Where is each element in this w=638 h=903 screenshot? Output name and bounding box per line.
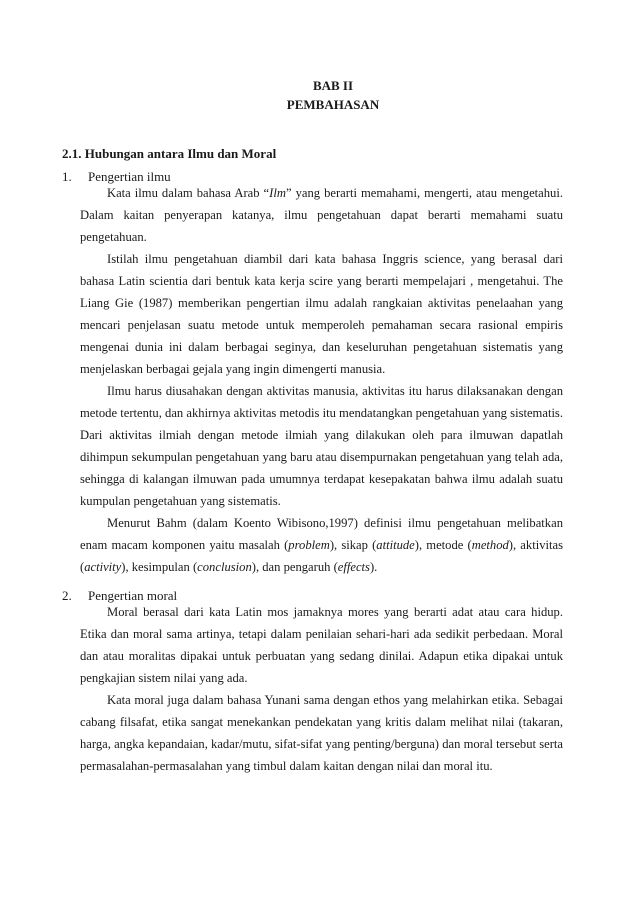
- paragraph: Menurut Bahm (dalam Koento Wibisono,1997) definisi ilmu pengetahuan melibatkan enam macam komponen yaitu masalah (problem), sikap (attitude), metode (method), aktivitas (activity), kesimpulan (conclusion), dan pengaruh (effects).: [80, 516, 563, 575]
- item-number: 1.: [62, 169, 72, 184]
- item-number: 2.: [62, 588, 72, 603]
- item-title: Pengertian moral: [88, 588, 178, 603]
- paragraph: Kata moral juga dalam bahasa Yunani sama dengan ethos yang melahirkan etika. Sebagai cabang filsafat, etika sangat menekankan pendekatan yang kritis dalam melihat nilai (takaran, harga, angka kepandaian, kadar/mutu, sifat-sifat yang penting/berguna) dan moral tersebut serta permasalahan-permasalahan yang timbul dalam kaitan dengan nilai dan moral itu.: [80, 693, 563, 774]
- item-title: Pengertian ilmu: [88, 169, 171, 184]
- paragraph: Istilah ilmu pengetahuan diambil dari kata bahasa Inggris science, yang berasal dari bahasa Latin scientia dari bentuk kata kerja scire yang berarti mempelajari , mengetahui. The Liang Gie (1987) memberikan pengertian ilmu adalah rangkaian aktivitas penelaahan yang mencari penjelasan suatu metode untuk memperoleh pemahaman secara rasional empiris mengenai dunia ini dalam berbagai seginya, dan keseluruhan pengetahuan sistematis yang menjelaskan berbagai gejala yang ingin dimengerti manusia.: [80, 252, 563, 377]
- chapter-title: PEMBAHASAN: [286, 97, 380, 112]
- section-heading: 2.1. Hubungan antara Ilmu dan Moral: [62, 146, 277, 161]
- paragraph: Moral berasal dari kata Latin mos jamaknya mores yang berarti adat atau cara hidup. Etika dan moral sama artinya, tetapi dalam penilaian sehari-hari ada sedikit perbedaan. Moral dan atau moralitas dipakai untuk perbuatan yang sedang dinilai. Adapun etika dipakai untuk pengkajian sistem nilai yang ada.: [80, 605, 563, 686]
- paragraph: Ilmu harus diusahakan dengan aktivitas manusia, aktivitas itu harus dilaksanakan dengan metode tertentu, dan akhirnya aktivitas metodis itu mendatangkan pengetahuan yang sistematis. Dari aktivitas ilmiah dengan metode ilmiah yang dilakukan oleh para ilmuwan dapatlah dihimpun sekumpulan pengetahuan yang baru atau disempurnakan pengetahuan yang telah ada, sehingga di kalangan ilmuwan pada umumnya terdapat kesepakatan bahwa ilmu adalah suatu kumpulan pengetahuan yang sistematis.: [80, 384, 563, 509]
- paragraph: Kata ilmu dalam bahasa Arab “Ilm” yang berarti memahami, mengerti, atau mengetahui. Dalam kaitan penyerapan katanya, ilmu pengetahuan dapat berarti memahami suatu pengetahuan.: [80, 186, 563, 245]
- chapter-number: BAB II: [312, 78, 354, 93]
